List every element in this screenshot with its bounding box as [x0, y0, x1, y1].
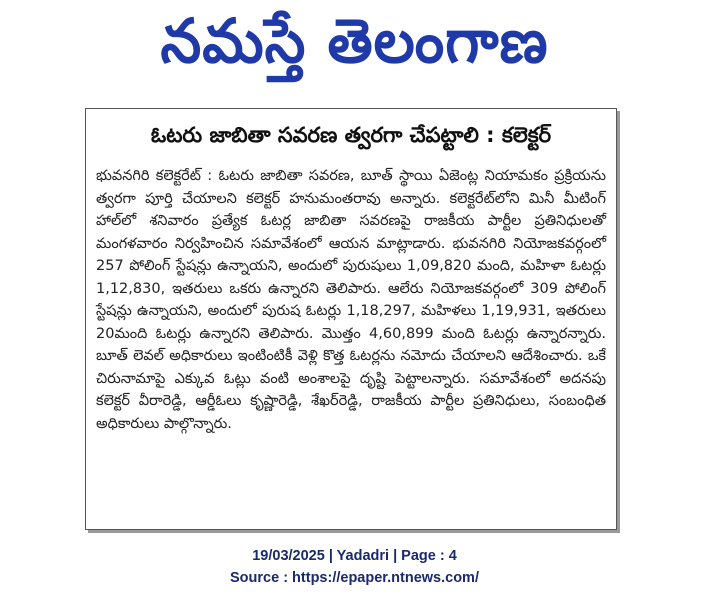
- edition-dateline: 19/03/2025 | Yadadri | Page : 4: [252, 548, 457, 564]
- source-link[interactable]: Source : https://epaper.ntnews.com/: [230, 570, 479, 586]
- article-body: భువనగిరి కలెక్టరేట్ : ఓటరు జాబితా సవరణ, బూత్ స్థాయి ఏజెంట్ల నియామకం ప్రక్రియను త్వరగా పూర్తి చేయాలని కలెక్టర్ హనుమంతరావు అన్నారు. కలెక్టరేట్‌లోని మినీ మీటింగ్ హాల్‌లో శనివారం ప్రత్యేక ఓటర్ల జాబితా సవరణపై రాజకీయ పార్టీల ప్రతినిధులతో మంగళవారం నిర్వహించిన సమావేశంలో ఆయన మాట్లాడారు. భువనగిరి నియోజకవర్గంలో 257 పోలింగ్ స్టేషన్లు ఉన్నాయని, అందులో పురుషులు 1,09,820 మంది, మహిళా ఓటర్లు 1,12,830, ఇతరులు ఒకరు ఉన్నారని తెలిపారు. ఆలేరు నియోజకవర్గంలో 309 పోలింగ్ స్టేషన్లు ఉన్నాయని, అందులో పురుష ఓటర్లు 1,18,297, మహిళలు 1,19,931, ఇతరులు 20మంది ఓటర్లు ఉన్నారని తెలిపారు. మొత్తం 4,60,899 మంది ఓటర్లు ఉన్నారన్నారు. బూత్ లెవల్ అధికారులు ఇంటింటికీ వెళ్లి కొత్త ఓటర్లను నమోదు చేయాలని ఆదేశించారు. ఒకే చిరునామాపై ఎక్కువ ఓట్లు వంటి అంశాలపై దృష్టి పెట్టాలన్నారు. సమావేశంలో అదనపు కలెక్టర్ వీరారెడ్డి, ఆర్డీఓలు కృష్ణారెడ్డి, శేఖర్‌రెడ్డి, రాజకీయ పార్టీల ప్రతినిధులు, సంబంధిత అధికారులు పాల్గొన్నారు.: [96, 168, 607, 432]
- newspaper-masthead: నమస్తే తెలంగాణ: [160, 5, 549, 77]
- article-clipping: [85, 108, 617, 530]
- article-headline: ఓటరు జాబితా సవరణ త్వరగా చేపట్టాలి : కలెక్టర్: [150, 123, 552, 147]
